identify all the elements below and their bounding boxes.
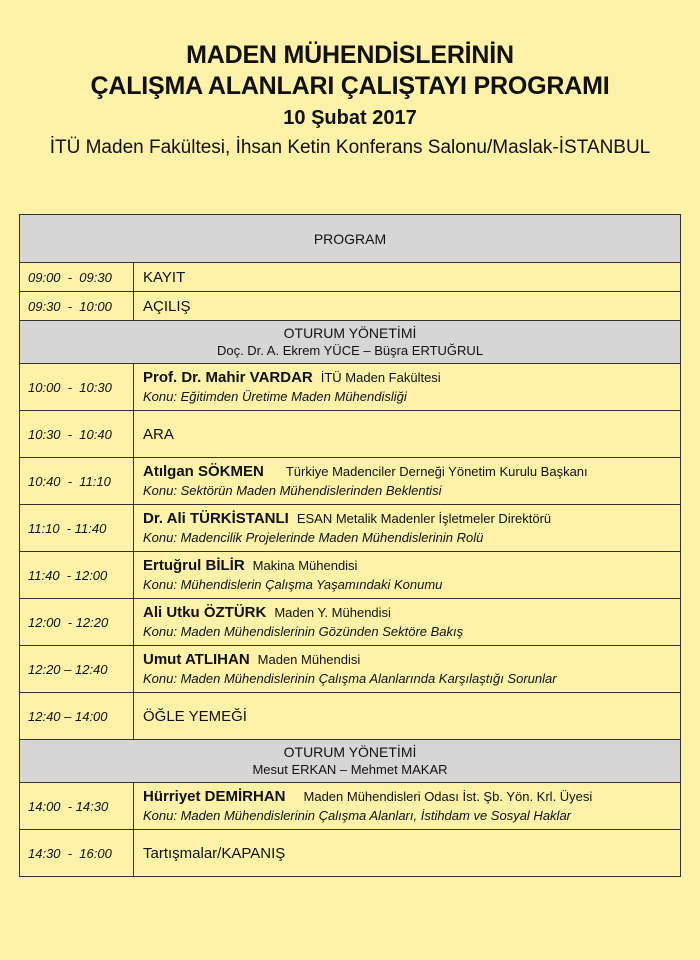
program-heading: PROGRAM	[313, 230, 387, 247]
speaker-name: Umut ATLIHAN	[143, 651, 250, 668]
talk-topic: Konu: Madencilik Projelerinde Maden Mühendislerinin Rolü	[143, 530, 484, 545]
agenda-label: Tartışmalar/KAPANIŞ	[143, 844, 286, 862]
time-cell: 12:40 – 14:00	[20, 693, 134, 739]
time-cell: 14:30 - 16:00	[20, 830, 134, 876]
time-cell: 14:00 - 14:30	[20, 783, 134, 829]
session-chairs: Doç. Dr. A. Ekrem YÜCE – Büşra ERTUĞRUL	[216, 343, 484, 358]
speaker-name: Dr. Ali TÜRKİSTANLI	[143, 510, 289, 527]
time-cell: 12:20 – 12:40	[20, 646, 134, 692]
talk-topic: Konu: Sektörün Maden Mühendislerinden Beklentisi	[143, 483, 442, 498]
agenda-label: KAYIT	[143, 268, 186, 286]
talk-topic: Konu: Maden Mühendislerinin Çalışma Alanları, İstihdam ve Sosyal Haklar	[143, 808, 571, 823]
title-line-1: MADEN MÜHENDİSLERİNİN	[186, 41, 514, 69]
speaker-name: Prof. Dr. Mahir VARDAR	[143, 369, 313, 386]
table-row	[20, 263, 681, 292]
time-cell: 10:00 - 10:30	[20, 364, 134, 410]
talk-topic: Konu: Maden Mühendislerinin Çalışma Alanlarında Karşılaştığı Sorunlar	[143, 671, 557, 686]
table-row	[20, 364, 681, 411]
speaker-name: Hürriyet DEMİRHAN	[143, 788, 286, 805]
time-cell: 09:00 - 09:30	[20, 263, 134, 291]
event-date: 10 Şubat 2017	[283, 107, 417, 129]
table-row	[20, 783, 681, 830]
agenda-label: AÇILIŞ	[143, 297, 191, 315]
table-row	[20, 646, 681, 693]
event-venue: İTÜ Maden Fakültesi, İhsan Ketin Konferans Salonu/Maslak-İSTANBUL	[49, 137, 651, 158]
talk-topic: Konu: Eğitimden Üretime Maden Mühendisliği	[143, 389, 407, 404]
table-row	[20, 693, 681, 740]
speaker-affiliation: ESAN Metalik Madenler İşletmeler Direktörü	[296, 511, 552, 526]
table-row	[20, 599, 681, 646]
time-cell: 12:00 - 12:20	[20, 599, 134, 645]
session-row	[20, 740, 681, 783]
table-row	[20, 458, 681, 505]
session-title: OTURUM YÖNETİMİ	[283, 744, 417, 760]
speaker-name: Atılgan SÖKMEN	[143, 463, 264, 480]
speaker-affiliation: İTÜ Maden Fakültesi	[320, 370, 441, 385]
table-row	[20, 830, 681, 877]
talk-topic: Konu: Maden Mühendislerinin Gözünden Sektöre Bakış	[143, 624, 464, 639]
table-row	[20, 552, 681, 599]
table-row	[20, 292, 681, 321]
speaker-affiliation: Maden Mühendisi	[257, 652, 361, 667]
program-heading-row	[20, 215, 681, 263]
time-cell: 11:10 - 11:40	[20, 505, 134, 551]
agenda-label: ARA	[143, 425, 174, 443]
speaker-name: Ertuğrul BİLİR	[143, 557, 245, 574]
speaker-name: Ali Utku ÖZTÜRK	[143, 604, 267, 621]
title-line-2: ÇALIŞMA ALANLARI ÇALIŞTAYI PROGRAMI	[90, 72, 610, 100]
session-chairs: Mesut ERKAN – Mehmet MAKAR	[252, 762, 448, 777]
time-cell: 10:30 - 10:40	[20, 411, 134, 457]
session-row	[20, 321, 681, 364]
speaker-affiliation: Makina Mühendisi	[252, 558, 358, 573]
speaker-affiliation: Türkiye Madenciler Derneği Yönetim Kurulu Başkanı	[285, 464, 588, 479]
program-table	[19, 214, 681, 877]
table-row	[20, 411, 681, 458]
speaker-affiliation: Maden Mühendisleri Odası İst. Şb. Yön. Krl. Üyesi	[303, 789, 593, 804]
time-cell: 09:30 - 10:00	[20, 292, 134, 320]
session-title: OTURUM YÖNETİMİ	[283, 325, 417, 341]
time-cell: 10:40 - 11:10	[20, 458, 134, 504]
agenda-label: ÖĞLE YEMEĞİ	[143, 707, 247, 725]
table-row	[20, 505, 681, 552]
time-cell: 11:40 - 12:00	[20, 552, 134, 598]
document-header	[0, 0, 700, 162]
speaker-affiliation: Maden Y. Mühendisi	[274, 605, 391, 620]
talk-topic: Konu: Mühendislerin Çalışma Yaşamındaki Konumu	[143, 577, 443, 592]
